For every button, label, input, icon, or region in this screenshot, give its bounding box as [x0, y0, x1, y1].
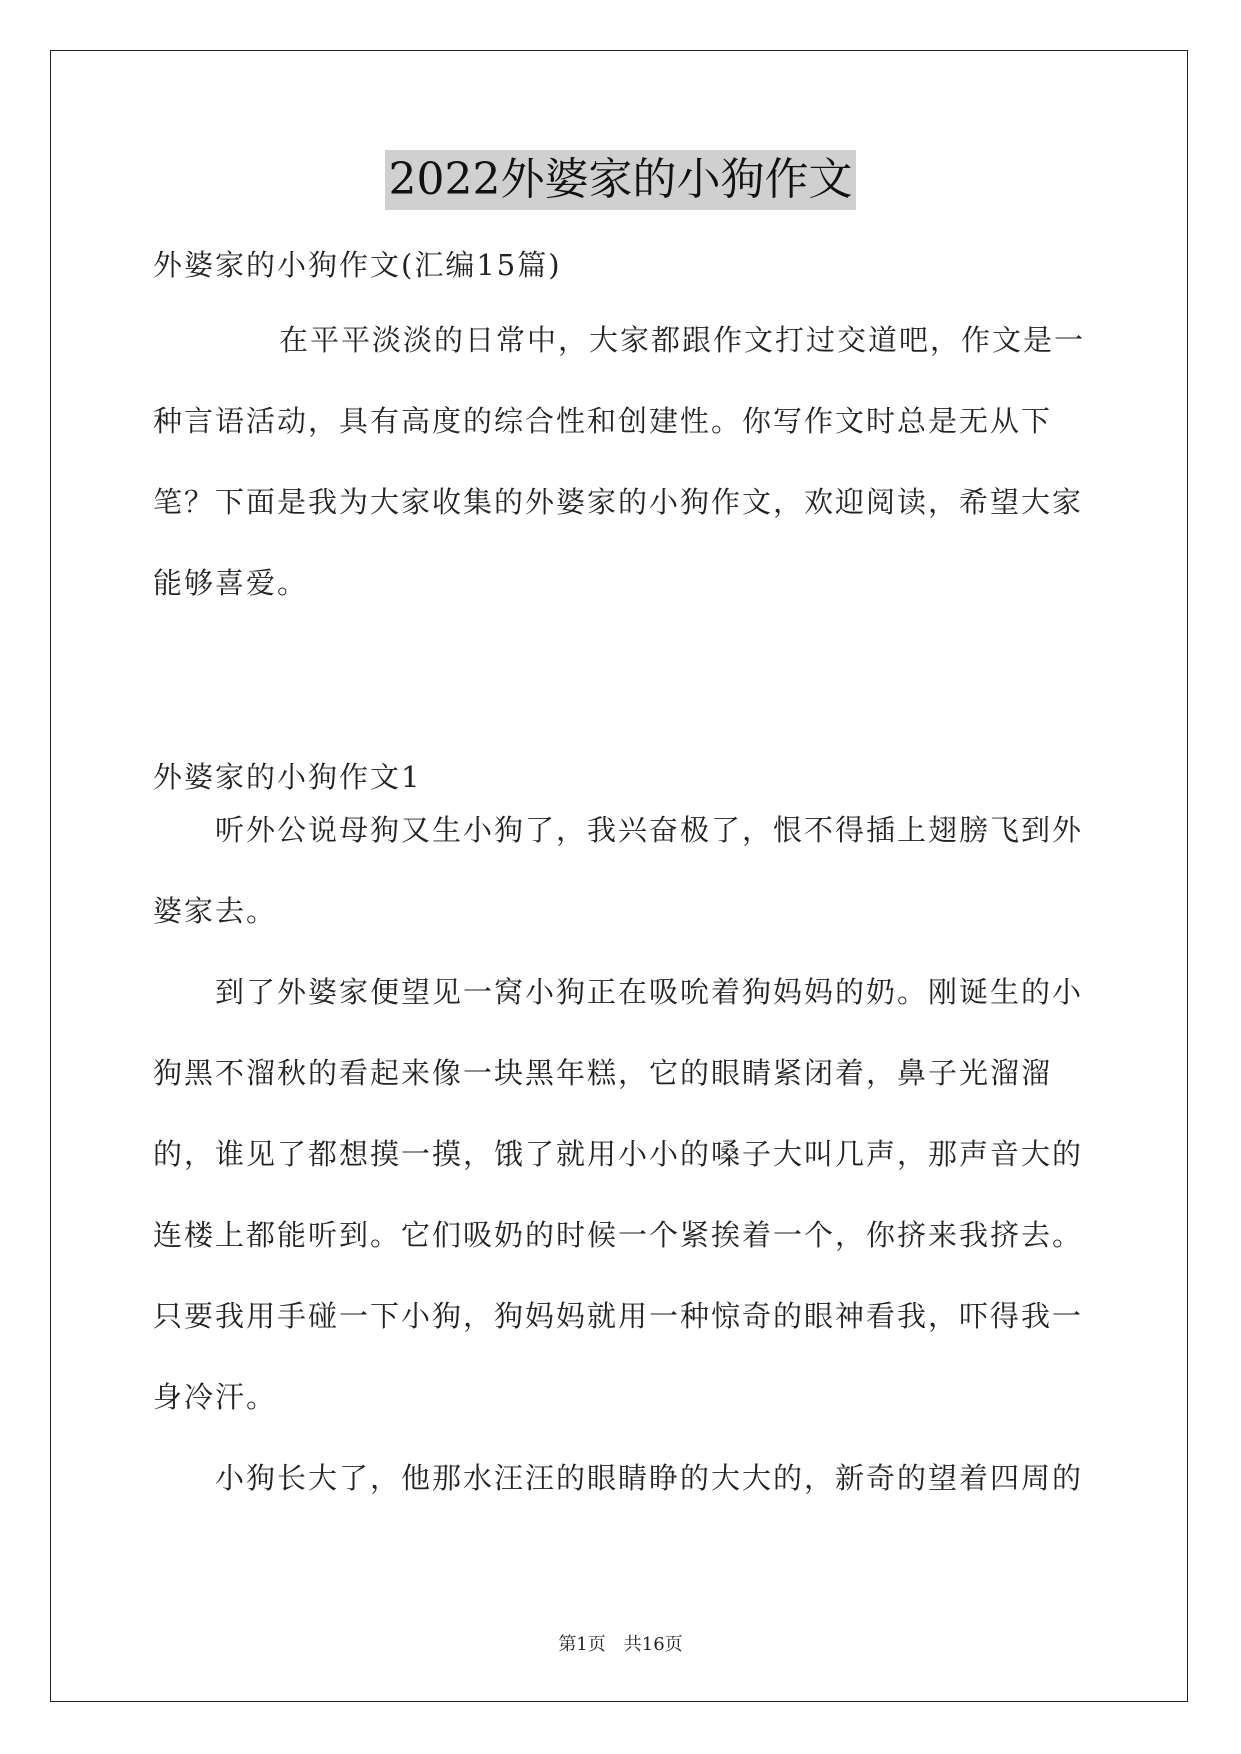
section-heading: 外婆家的小狗作文1 — [153, 760, 422, 794]
document-subtitle: 外婆家的小狗作文(汇编15篇) — [153, 248, 562, 282]
intro-paragraph: 在平平淡淡的日常中，大家都跟作文打过交道吧，作文是一种言语活动，具有高度的综合性和创建性。你写作文时总是无从下笔？下面是我为大家收集的外婆家的小狗作文，欢迎阅读，希望大家能够喜爱。 — [153, 323, 1086, 600]
body-paragraph-3: 小狗长大了，他那水汪汪的眼睛睁的大大的，新奇的望着四周的 — [215, 1461, 1084, 1495]
body-paragraph-1: 听外公说母狗又生小狗了，我兴奋极了，恨不得插上翅膀飞到外婆家去。 — [153, 813, 1084, 928]
page-total: 共16页 — [623, 1634, 683, 1655]
body-paragraph-2: 到了外婆家便望见一窝小狗正在吸吮着狗妈妈的奶。刚诞生的小狗黑不溜秋的看起来像一块黑年糕，它的眼睛紧闭着，鼻子光溜溜的，谁见了都想摸一摸，饿了就用小小的嗓子大叫几声，那声音大的连楼上都能听到。它们吸奶的时候一个紧挨着一个，你挤来我挤去。只要我用手碰一下小狗，狗妈妈就用一种惊奇的眼神看我，吓得我一身冷汗。 — [153, 975, 1084, 1414]
page-footer — [0, 1630, 1241, 1656]
document-title: 2022外婆家的小狗作文 — [385, 150, 857, 210]
title-container — [0, 150, 1241, 210]
page-number: 第1页 — [558, 1634, 606, 1655]
